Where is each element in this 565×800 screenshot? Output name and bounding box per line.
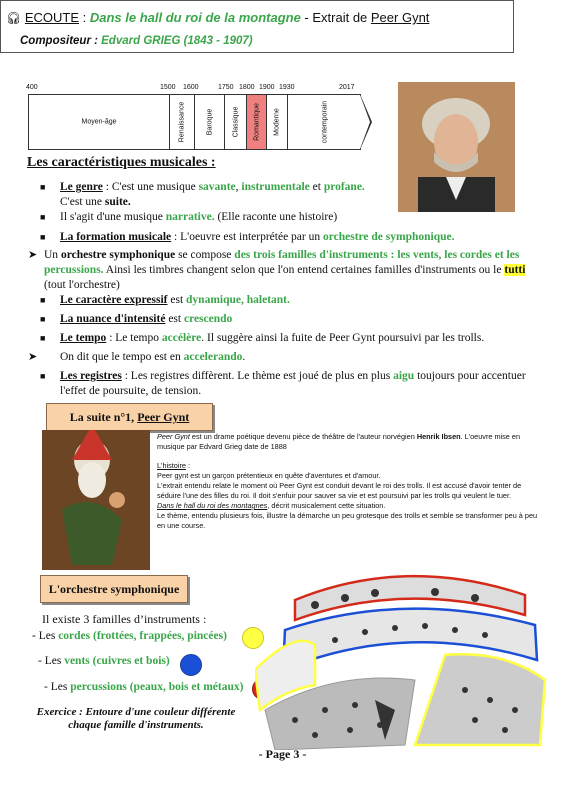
timeline	[28, 94, 361, 150]
timeline-tick: 1900	[259, 84, 275, 91]
separator: - Extrait de	[300, 10, 371, 25]
value: des trois familles d'instruments : les vents, les cordes et les percussions.	[44, 249, 520, 276]
text: Un	[44, 249, 61, 261]
value: suite.	[104, 196, 131, 208]
composer-line	[20, 35, 253, 47]
period-label: Classique	[232, 106, 239, 138]
peer-gynt-illustration	[42, 430, 150, 570]
timeline-tick: 1930	[279, 84, 295, 91]
bullet-icon: ■	[40, 182, 46, 192]
label: La formation musicale	[60, 231, 172, 243]
value: percussions (peaux, bois et métaux)	[70, 681, 244, 693]
ecoute-label: ECOUTE	[24, 10, 80, 25]
family-vents	[38, 655, 170, 667]
text: La suite n°1,	[69, 410, 138, 424]
period-baroque	[194, 95, 224, 149]
period-renaissance	[169, 95, 194, 149]
separator: :	[79, 10, 90, 25]
composer-name: Edvard GRIEG (1843 - 1907)	[101, 35, 253, 47]
period-label: Renaissance	[178, 101, 186, 143]
text: :	[185, 461, 191, 470]
work-title: Dans le hall du roi de la montagne	[89, 10, 301, 25]
composer-label: Compositeur :	[20, 35, 102, 47]
text: Henrik Ibsen	[416, 432, 461, 441]
text: - Les	[38, 655, 65, 667]
family-percussions	[44, 681, 243, 693]
text: (tout l'orchestre)	[44, 279, 120, 291]
text: et	[309, 181, 324, 193]
value: orchestre de symphonique.	[322, 231, 455, 243]
text: est	[167, 294, 187, 306]
text: est un drame poétique devenu pièce de théâtre de l'auteur norvégien	[189, 432, 417, 441]
timeline-tick: 1600	[183, 84, 199, 91]
color-circle-blue	[180, 654, 202, 676]
label: L'histoire	[157, 461, 186, 470]
label: orchestre symphonique	[60, 249, 176, 261]
label: La nuance d'intensité	[60, 313, 166, 325]
source-work: Peer Gynt	[370, 10, 430, 25]
text: Peer gynt est un garçon prétentieux en quête d'aventures et d'amour.	[157, 471, 381, 480]
headphones-icon: 🎧︎	[6, 11, 22, 25]
timeline-tick: 400	[26, 84, 38, 91]
text: Dans le hall du roi des montagnes	[157, 501, 268, 510]
value: savante	[198, 181, 236, 193]
bullet-icon: ■	[40, 232, 46, 242]
text: chaque famille d'instruments.	[68, 719, 204, 731]
header-box	[0, 0, 514, 53]
text: L'extrait entendu relate le moment où Peer Gynt est conduit devant le roi des trolls. Il est accusé d'avoir tenter de séduire l'une des filles du roi. Il doit s'enfuir pour sauver sa vie et est poursuivi par les trolls qui veulent le tuer.	[157, 481, 522, 500]
story-text	[157, 432, 543, 531]
orchestra-heading-box	[40, 575, 188, 603]
text: ,	[235, 181, 242, 193]
tutti-highlight: tutti	[504, 264, 526, 276]
value: crescendo	[183, 313, 233, 325]
text: : Le tempo	[106, 332, 162, 344]
header-line	[6, 10, 429, 25]
page-number: - Page 3 -	[258, 747, 307, 761]
text: L'orchestre symphonique	[48, 582, 180, 596]
families-intro: Il existe 3 familles d’instruments :	[42, 612, 207, 626]
period-label: contemporain	[321, 100, 328, 144]
section-title-characteristics: Les caractéristiques musicales :	[27, 155, 216, 170]
text: . L'oeuvre mise en musique par Edvard Grieg date de 1888	[157, 432, 521, 451]
text: - Les	[44, 681, 71, 693]
text: Peer Gynt	[157, 432, 190, 441]
label: Le caractère expressif	[60, 294, 168, 306]
text: Exercice : Entoure d'une couleur différente	[36, 706, 236, 718]
text: : L'oeuvre est interprétée par un	[171, 231, 323, 243]
text: Peer Gynt	[137, 410, 190, 424]
arrow-bullet-icon: ➤	[28, 351, 38, 363]
bullet-icon: ■	[40, 212, 46, 222]
text: Le thème, entendu plusieurs fois, illustre la démarche un peu grotesque des trolls et semble se transformer peu à peu en une course.	[157, 511, 538, 530]
period-romantique	[246, 95, 266, 149]
value: accélère	[161, 332, 202, 344]
timeline-tick: 1500	[160, 84, 176, 91]
period-contemporain	[287, 95, 361, 149]
text: Ainsi les timbres changent selon que l'on entend certaines familles d'instruments ou le	[103, 264, 505, 276]
label: Les registres	[60, 370, 122, 382]
text: , décrit musicalement cette situation.	[267, 501, 386, 510]
value: profane.	[323, 181, 365, 193]
period-classique	[224, 95, 246, 149]
text: toujours pour accentuer l'effet de poursuite, de tension.	[60, 370, 526, 397]
text: Il s'agit d'une musique	[60, 211, 166, 223]
value: accelerando	[183, 351, 243, 363]
value: vents (cuivres et bois)	[64, 655, 170, 667]
text: On dit que le tempo est en	[60, 351, 184, 363]
timeline-arrow-fill	[360, 95, 370, 149]
period-label: Baroque	[206, 108, 213, 136]
text: C'est une	[60, 196, 105, 208]
exercise-text	[30, 706, 242, 732]
arrow-bullet-icon: ➤	[28, 249, 38, 261]
text: : Les registres diffèrent. Le thème est joué de plus en plus	[121, 370, 394, 382]
text: - Les	[32, 630, 59, 642]
family-cordes	[32, 630, 227, 642]
value: narrative.	[165, 211, 215, 223]
period-label: Moderne	[273, 108, 281, 136]
value: dynamique, haletant.	[186, 294, 290, 306]
period-label: Moyen-âge	[81, 118, 117, 126]
label: Le tempo	[60, 332, 107, 344]
timeline-tick: 1750	[218, 84, 234, 91]
value: instrumentale	[241, 181, 310, 193]
bullet-icon: ■	[40, 333, 46, 343]
text: .	[242, 351, 246, 363]
timeline-tick: 1800	[239, 84, 255, 91]
text: . Il suggère ainsi la fuite de Peer Gynt poursuivi par les trolls.	[201, 332, 485, 344]
value: cordes (frottées, frappées, pincées)	[58, 630, 227, 642]
bullet-icon: ■	[40, 295, 46, 305]
label: Le genre	[60, 181, 103, 193]
text: se compose	[175, 249, 235, 261]
period-moderne	[266, 95, 287, 149]
orchestra-seating-diagram	[255, 560, 550, 750]
period-label: Romantique	[253, 103, 260, 141]
bullet-icon: ■	[40, 314, 46, 324]
value: aigu	[393, 370, 415, 382]
text: est	[165, 313, 184, 325]
text: (Elle raconte une histoire)	[214, 211, 338, 223]
bullet-icon: ■	[40, 371, 46, 381]
text: : C'est une musique	[102, 181, 199, 193]
timeline-tick: 2017	[339, 84, 355, 91]
suite-heading-box	[46, 403, 213, 431]
period-moyen-age	[29, 95, 169, 149]
